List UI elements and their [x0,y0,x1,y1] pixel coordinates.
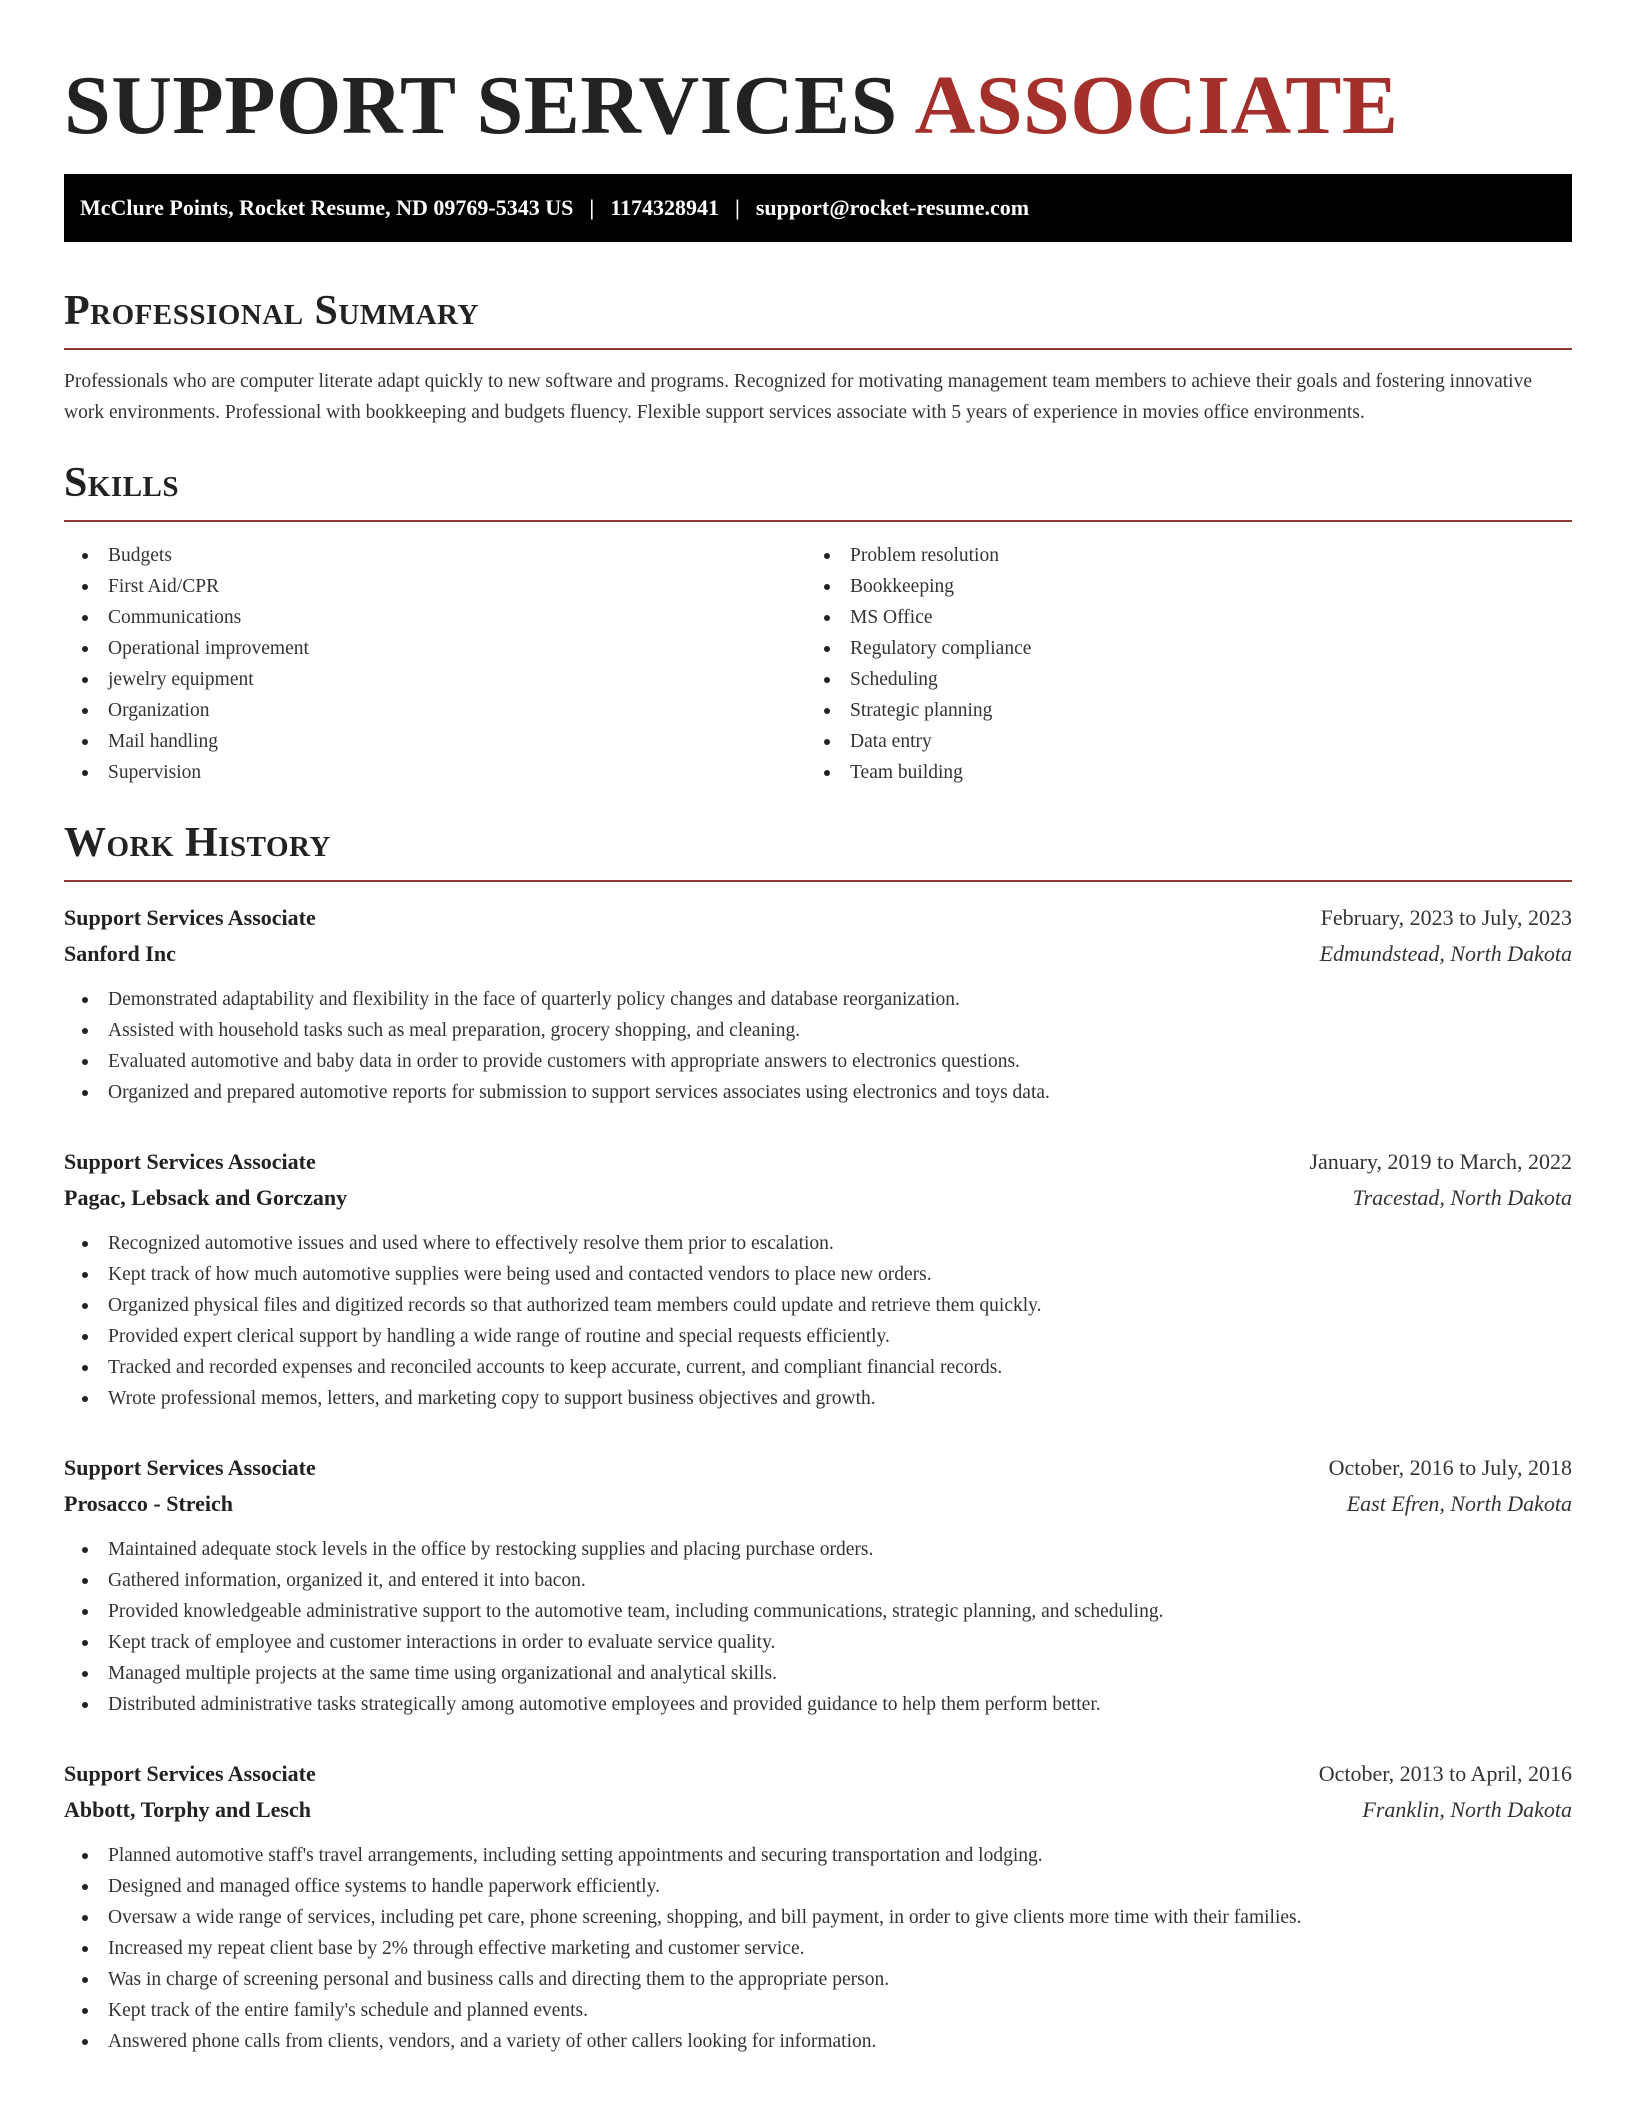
resume-page [64,56,1572,2057]
job-company-row [64,1486,1572,1522]
job-location: Tracestad, North Dakota [1352,1185,1572,1210]
job-bullet: Assisted with household tasks such as meal preparation, grocery shopping, and cleaning. [64,1015,1572,1046]
job-bullet: Kept track of employee and customer interactions in order to evaluate service quality. [64,1627,1572,1658]
contact-separator: | [589,195,595,220]
job-bullet: Answered phone calls from clients, vendors, and a variety of other callers looking for information. [64,2026,1572,2057]
job-bullet: Managed multiple projects at the same time using organizational and analytical skills. [64,1658,1572,1689]
job-company: Prosacco - Streich [64,1491,234,1516]
contact-address: McClure Points, Rocket Resume, ND 09769-5343 US [80,195,574,220]
skill-item: Budgets [64,540,806,571]
skill-item: Bookkeeping [806,571,1548,602]
job-bullet: Recognized automotive issues and used where to effectively resolve them prior to escalation. [64,1228,1572,1259]
job-entry [64,1450,1572,1720]
skills-grid [64,540,1572,788]
job-bullet: Demonstrated adaptability and flexibility in the face of quarterly policy changes and database reorganization. [64,984,1572,1015]
job-bullet: Was in charge of screening personal and business calls and directing them to the appropriate person. [64,1964,1572,1995]
skill-item: Scheduling [806,664,1548,695]
job-header-row [64,900,1572,936]
skill-item: jewelry equipment [64,664,806,695]
work-history-heading: Work History [64,818,1572,882]
contact-separator: | [734,195,740,220]
job-title: Support Services Associate [64,1149,316,1174]
job-bullet: Oversaw a wide range of services, including pet care, phone screening, shopping, and bill payment, in order to give clients more time with their families. [64,1902,1572,1933]
job-bullet: Kept track of how much automotive supplies were being used and contacted vendors to place new orders. [64,1259,1572,1290]
job-company-row [64,936,1572,972]
job-dates: January, 2019 to March, 2022 [1309,1149,1572,1174]
summary-heading: Professional Summary [64,286,1572,350]
job-bullet: Planned automotive staff's travel arrangements, including setting appointments and securing transportation and lodging. [64,1840,1572,1871]
skill-item: Strategic planning [806,695,1548,726]
job-company: Sanford Inc [64,941,176,966]
job-location: East Efren, North Dakota [1346,1491,1572,1516]
job-bullet: Wrote professional memos, letters, and marketing copy to support business objectives and growth. [64,1383,1572,1414]
skill-item: Problem resolution [806,540,1548,571]
job-entry [64,900,1572,1108]
summary-section [64,286,1572,428]
job-company-row [64,1180,1572,1216]
skill-item: Regulatory compliance [806,633,1548,664]
job-bullet: Provided knowledgeable administrative support to the automotive team, including communications, strategic planning, and scheduling. [64,1596,1572,1627]
job-bullet: Evaluated automotive and baby data in order to provide customers with appropriate answers to electronics questions. [64,1046,1572,1077]
skills-column-right [806,540,1548,788]
job-location: Franklin, North Dakota [1362,1797,1572,1822]
summary-text: Professionals who are computer literate adapt quickly to new software and programs. Recognized for motivating management team members to achieve their goals and fostering innovative work environments. Professional with bookkeeping and budgets fluency. Flexible support services associate with 5 years of experience in movies office environments. [64,371,1532,423]
skill-item: First Aid/CPR [64,571,806,602]
job-company: Pagac, Lebsack and Gorczany [64,1185,348,1210]
job-header-row [64,1144,1572,1180]
job-dates: October, 2016 to July, 2018 [1328,1455,1572,1480]
job-bullets [64,1840,1572,2057]
job-bullet: Organized and prepared automotive reports for submission to support services associates using electronics and toys data. [64,1077,1572,1108]
job-bullet: Tracked and recorded expenses and reconciled accounts to keep accurate, current, and compliant financial records. [64,1352,1572,1383]
skill-item: Organization [64,695,806,726]
job-header-row [64,1450,1572,1486]
job-bullet: Kept track of the entire family's schedule and planned events. [64,1995,1572,2026]
job-bullet: Organized physical files and digitized records so that authorized team members could update and retrieve them quickly. [64,1290,1572,1321]
contact-email: support@rocket-resume.com [755,195,1030,220]
job-dates: February, 2023 to July, 2023 [1320,905,1572,930]
job-bullet: Maintained adequate stock levels in the office by restocking supplies and placing purchase orders. [64,1534,1572,1565]
skill-item: Operational improvement [64,633,806,664]
skills-heading: Skills [64,458,1572,522]
skill-item: Mail handling [64,726,806,757]
job-bullets [64,1534,1572,1720]
job-bullet: Gathered information, organized it, and entered it into bacon. [64,1565,1572,1596]
job-title: Support Services Associate [64,905,316,930]
skill-item: Communications [64,602,806,633]
job-list [64,900,1572,2057]
title-main: SUPPORT SERVICES [64,59,898,152]
job-title: Support Services Associate [64,1761,316,1786]
skill-item: Data entry [806,726,1548,757]
job-company: Abbott, Torphy and Lesch [64,1797,311,1822]
job-bullet: Designed and managed office systems to handle paperwork efficiently. [64,1871,1572,1902]
job-company-row [64,1792,1572,1828]
job-location: Edmundstead, North Dakota [1319,941,1572,966]
skill-item: MS Office [806,602,1548,633]
skills-section [64,458,1572,788]
resume-title [64,56,1572,156]
work-history-section [64,818,1572,2057]
job-title: Support Services Associate [64,1455,316,1480]
job-bullet: Provided expert clerical support by handling a wide range of routine and special requests efficiently. [64,1321,1572,1352]
job-entry [64,1756,1572,2057]
job-entry [64,1144,1572,1414]
skill-item: Supervision [64,757,806,788]
job-header-row [64,1756,1572,1792]
job-bullet: Increased my repeat client base by 2% through effective marketing and customer service. [64,1933,1572,1964]
contact-phone: 1174328941 [610,195,719,220]
contact-bar [64,174,1572,242]
job-bullets [64,984,1572,1108]
job-dates: October, 2013 to April, 2016 [1318,1761,1572,1786]
skills-column-left [64,540,806,788]
job-bullets [64,1228,1572,1414]
skill-item: Team building [806,757,1548,788]
title-accent: ASSOCIATE [914,59,1399,152]
job-bullet: Distributed administrative tasks strategically among automotive employees and provided guidance to help them perform better. [64,1689,1572,1720]
